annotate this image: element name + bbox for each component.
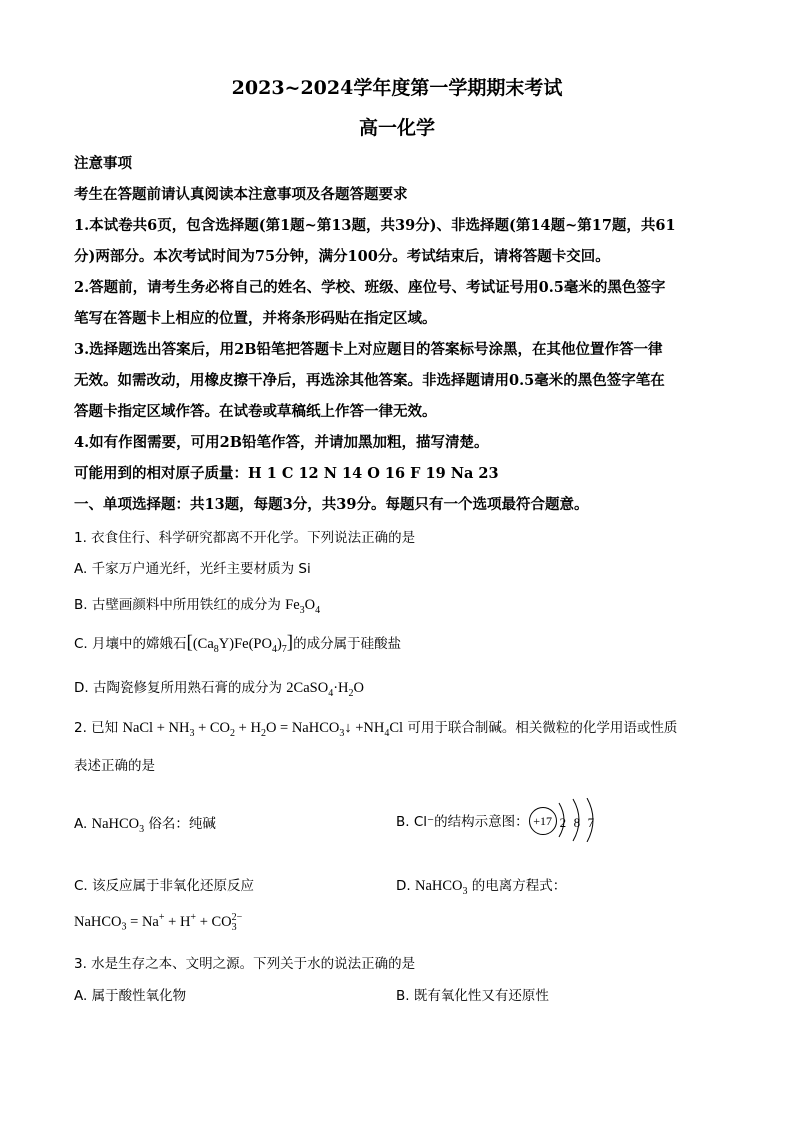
question-2-option-a-text: 俗名：纯碱	[144, 816, 216, 832]
notice-item-3-line-1: 3.选择题选出答案后，用2B铅笔把答题卡上对应题目的答案标号涂黑，在其他位置作答一律	[74, 341, 663, 358]
shell-3-electrons: 7	[587, 815, 595, 830]
notice-item-1-line-1: 1.本试卷共6页，包含选择题(第1题~第13题，共39分)、非选择题(第14题~第17题，共61	[74, 217, 676, 234]
notice-intro: 考生在答题前请认真阅读本注意事项及各题答题要求	[74, 186, 408, 203]
question-2-stem-prefix: 2. 已知	[74, 720, 123, 736]
shell-2-electrons: 8	[573, 815, 581, 830]
question-1-stem: 1. 衣食住行、科学研究都离不开化学。下列说法正确的是	[74, 530, 416, 546]
question-1-option-d-text: D. 古陶瓷修复所用熟石膏的成分为	[74, 680, 287, 696]
question-2-option-d	[396, 874, 566, 897]
question-3-option-b: B. 既有氧化性又有还原性	[396, 988, 549, 1004]
question-2-option-a	[74, 812, 216, 835]
notice-item-4: 4.如有作图需要，可用2B铅笔作答，并请加黑加粗，描写清楚。	[74, 434, 489, 451]
notice-item-1-line-2: 分)两部分。本次考试时间为75分钟，满分100分。考试结束后，请将答题卡交回。	[74, 248, 610, 265]
question-2-option-b	[396, 798, 599, 842]
notice-item-3-line-3: 答题卡指定区域作答。在试卷或草稿纸上作答一律无效。	[74, 403, 437, 420]
notice-item-3-line-2: 无效。如需改动，用橡皮擦干净后，再选涂其他答案。非选择题请用0.5毫米的黑色签字笔在	[74, 372, 665, 389]
formula-chang-e-stone: $[(Ca_8Y)Fe(PO_4)_7]$	[186, 632, 294, 655]
formula-nahco3-d: NaHCO$_3$	[414, 878, 468, 897]
question-1-option-a: A. 千家万户通光纤，光纤主要材质为 Si	[74, 561, 311, 577]
question-2-option-a-label: A.	[74, 816, 92, 832]
question-2-stem-line-2: 表述正确的是	[74, 758, 155, 774]
shell-1-electrons: 2	[559, 815, 567, 830]
notice-heading: 注意事项	[74, 155, 132, 172]
section-1-heading: 一、单项选择题：共13题，每题3分，共39分。每题只有一个选项最符合题意。	[74, 496, 589, 513]
ionization-equation: NaHCO$_3$ = $Na^+ + H^+ + CO_3^{2-}$	[74, 912, 243, 933]
question-2-option-d-text: 的电离方程式：	[467, 878, 567, 894]
notice-item-2-line-2: 笔写在答题卡上相应的位置，并将条形码贴在指定区域。	[74, 310, 437, 327]
question-1-option-c	[74, 632, 401, 655]
formula-fe3o4: $Fe_3O_4$	[285, 597, 321, 616]
question-1-option-b-text: B. 古壁画颜料中所用铁红的成分为	[74, 597, 286, 613]
question-2-option-d-label: D.	[396, 878, 415, 894]
question-2-stem-suffix: 可用于联合制碱。相关微粒的化学用语或性质	[403, 720, 678, 736]
reaction-equation: NaCl + $NH_3 + CO_2 + H_2O$ = NaHCO$_3$↓ $+NH_4Cl$	[122, 720, 404, 739]
question-1-option-c-text: C. 月壤中的嫦娥石	[74, 636, 187, 652]
question-3-stem: 3. 水是生存之本、文明之源。下列关于水的说法正确的是	[74, 956, 416, 972]
atomic-mass-line: 可能用到的相对原子质量：H 1 C 12 N 14 O 16 F 19 Na 23	[74, 465, 499, 482]
formula-nahco3: NaHCO$_3$	[91, 816, 145, 835]
exam-subject: 高一化学	[358, 117, 435, 139]
question-3-option-a: A. 属于酸性氧化物	[74, 988, 187, 1004]
question-2-option-b-text: B. Cl⁻的结构示意图：	[396, 814, 529, 830]
question-1-option-d	[74, 676, 364, 699]
notice-item-2-line-1: 2.答题前，请考生务必将自己的姓名、学校、班级、座位号、考试证号用0.5毫米的黑色签字	[74, 279, 666, 296]
question-1-option-b	[74, 593, 320, 616]
question-2-option-c: C. 该反应属于非氧化还原反应	[74, 878, 255, 894]
nucleus-charge: +17	[529, 807, 557, 835]
question-1-option-c-suffix: 的成分属于硅酸盐	[293, 636, 402, 652]
question-2-stem	[74, 716, 677, 739]
chloride-ion-structure-diagram	[529, 798, 599, 842]
exam-title: 2023~2024学年度第一学期期末考试	[231, 77, 563, 99]
formula-plaster: $2CaSO_4\cdot H_2O$	[286, 680, 364, 699]
